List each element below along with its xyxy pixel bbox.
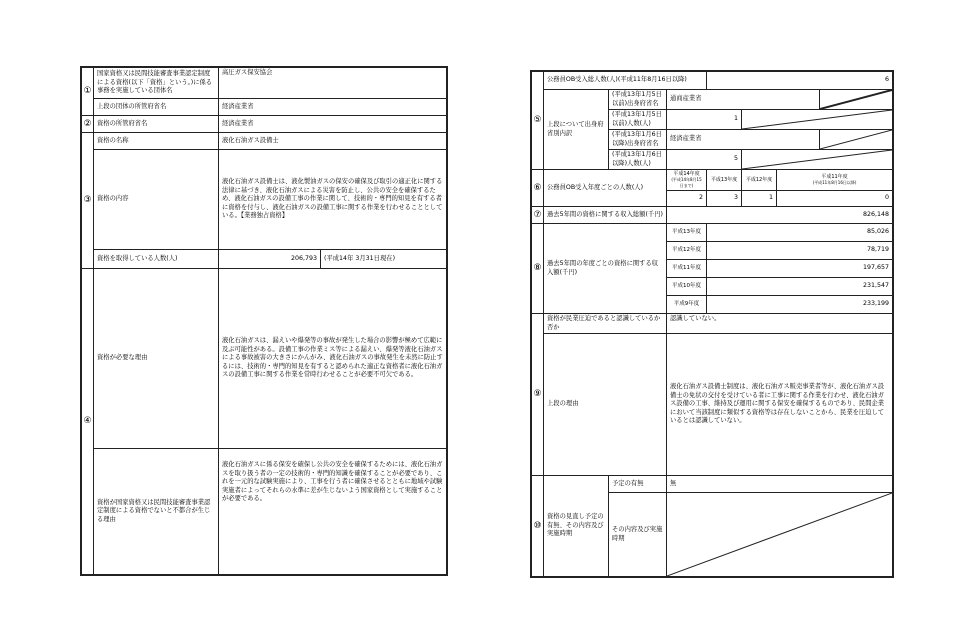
income-year-value: 233,199 bbox=[707, 296, 893, 314]
blank-diagonal-line bbox=[820, 90, 892, 109]
income-year-value: 78,719 bbox=[707, 242, 893, 260]
right-form-table bbox=[531, 71, 893, 577]
ob-before-count-value: 1 bbox=[667, 110, 742, 130]
holders-count-value: 206,793 bbox=[219, 250, 321, 268]
blank-diagonal-line bbox=[667, 493, 892, 576]
review-plan-exists-value: 無 bbox=[667, 476, 893, 493]
income-year-label: 平成9年度 bbox=[667, 296, 707, 314]
qualification-ministry-label: 資格の所管府省名 bbox=[94, 116, 219, 133]
review-plan-label: 資格の見直し予定の有無、その内容及び実施時期 bbox=[544, 476, 609, 577]
section-1-number: ① bbox=[82, 68, 94, 116]
private-pressure-reason-value: 液化石油ガス設備士制度は、液化石油ガス販売事業者等が、液化石油ガス設備士の免状の交付を受けている者に工事に関する作業を行わせ、液化石油ガス設備の工事、維持及び運用に関する保安を確保するものであり、民間企業において当該制度に類似する資格等は存在しないことから、民業を圧迫しているとは認識していない。 bbox=[667, 334, 893, 476]
ob-year-value: 1 bbox=[742, 191, 777, 207]
ob-after-ministry-label: (平成13年1月6日以降)出身府省名 bbox=[609, 130, 667, 150]
ob-after-ministry-value: 経済産業省 bbox=[667, 130, 820, 150]
review-plan-exists-label: 予定の有無 bbox=[609, 476, 667, 493]
necessity-reason-value: 液化石油ガスは、漏えいや爆発等の事故が発生した場合の影響が極めて広範に及ぶ可能性がある。設備工事の作業ミス等による漏えい、爆発等液化石油ガスによる事故被害の大きさにかんがみ、液化石油ガスの事故発生を未然に防止するには、技術的・専門的知見を有すると認められた適正な資格者に液化石油ガスの設備工事に関する作業を常時行わせることが必要不可欠である。 bbox=[219, 269, 447, 449]
ob-before-ministry-label: (平成13年1月5日以前)出身府省名 bbox=[609, 90, 667, 110]
organization-label: 国家資格又は民間技能審査事業認定制度による資格(以下「資格」という。)に係る事務を実施している団体名 bbox=[94, 68, 219, 99]
private-pressure-reason-label: 上段の理由 bbox=[544, 334, 667, 476]
left-form-table bbox=[81, 67, 447, 575]
right-page bbox=[530, 70, 894, 578]
ob-total-value: 6 bbox=[707, 72, 893, 90]
section-5-number: ⑤ bbox=[532, 72, 544, 170]
income-year-value: 197,657 bbox=[707, 260, 893, 278]
review-plan-detail-label: その内容及び実施時期 bbox=[609, 493, 667, 577]
qualification-name-value: 液化石油ガス設備士 bbox=[219, 133, 447, 150]
national-qualification-reason-value: 液化石油ガスに係る保安を確保し公共の安全を確保するためには、液化石油ガスを取り扱う者の一定の技術的・専門的知識を確保することが必要であり、これを一元的な試験実施により、工事を行う者に確保させるとともに地域や試験実施者によってそれらの水準に差が生じないよう国家資格として実施することが必要である。 bbox=[219, 449, 447, 575]
organization-value: 高圧ガス保安協会 bbox=[219, 68, 447, 99]
qualification-name-label: 資格の名称 bbox=[94, 133, 219, 150]
ob-by-ministry-label: 上段について出身府省別内訳 bbox=[544, 90, 609, 170]
ob-per-year-label: 公務員OB受入年度ごとの人数(人) bbox=[544, 170, 667, 207]
national-qualification-reason-label: 資格が国家資格又は民間技能審査事業認定制度による資格でないと不都合が生じる理由 bbox=[94, 449, 219, 575]
section-6-number: ⑥ bbox=[532, 170, 544, 207]
section-8-number: ⑧ bbox=[532, 224, 544, 314]
ob-year-label: 平成13年度 bbox=[707, 170, 742, 191]
qualification-content-value: 液化石油ガス設備士は、液化製油ガスの保安の確保及び取引の適正化に関する法律に基づき、液化石油ガスによる災害を防止し、公共の安全を確保するため、液化石油ガスの設備工事の作業に関して、技術的・専門的知見を有する者に資格を付与し、液化石油ガスの設備工事に関する作業を行わせることとしている。【業務独占資格】 bbox=[219, 150, 447, 250]
income-per-year-label: 過去5年間の年度ごとの資格に関する収入額(千円) bbox=[544, 224, 667, 314]
income-year-value: 85,026 bbox=[707, 224, 893, 242]
ob-before-ministry-value: 通商産業省 bbox=[667, 90, 820, 110]
organization-ministry-label: 上段の団体の所管府省名 bbox=[94, 99, 219, 116]
ob-year-label: 平成12年度 bbox=[742, 170, 777, 191]
review-plan-detail-value bbox=[667, 493, 893, 577]
section-3-number: ③ bbox=[82, 133, 94, 269]
income-year-label: 平成10年度 bbox=[667, 278, 707, 296]
income-year-label: 平成12年度 bbox=[667, 242, 707, 260]
blank-diagonal-line bbox=[820, 130, 892, 149]
section-10-number: ⑩ bbox=[532, 476, 544, 577]
income-year-label: 平成13年度 bbox=[667, 224, 707, 242]
ob-year-value: 2 bbox=[667, 191, 707, 207]
left-page bbox=[80, 66, 448, 576]
section-2-number: ② bbox=[82, 116, 94, 133]
section-7-number: ⑦ bbox=[532, 207, 544, 224]
private-pressure-value: 認識していない。 bbox=[667, 314, 893, 334]
income-total-value: 826,148 bbox=[667, 207, 893, 224]
ob-year-value: 0 bbox=[777, 191, 893, 207]
section-4-number: ④ bbox=[82, 269, 94, 575]
holders-count-date: (平成14年 3月31日現在) bbox=[324, 254, 396, 262]
ob-after-count-label: (平成13年1月6日以降)人数(人) bbox=[609, 150, 667, 170]
blank-diagonal-line bbox=[742, 150, 892, 169]
income-year-label: 平成11年度 bbox=[667, 260, 707, 278]
ob-year-label: 平成11年度 (平成11年8月16日以降) bbox=[777, 170, 893, 191]
ob-year-label: 平成14年度 (平成14年8月15日まで) bbox=[667, 170, 707, 191]
holders-count-label: 資格を取得している人数(人) bbox=[94, 250, 219, 269]
income-total-label: 過去5年間の資格に関する収入総額(千円) bbox=[544, 207, 667, 224]
private-pressure-label: 資格が民業圧迫であると認識しているか否か bbox=[544, 314, 667, 334]
ob-after-count-value: 5 bbox=[667, 150, 742, 170]
ob-before-count-label: (平成13年1月5日以前)人数(人) bbox=[609, 110, 667, 130]
ob-year-value: 3 bbox=[707, 191, 742, 207]
necessity-reason-label: 資格が必要な理由 bbox=[94, 269, 219, 449]
blank-diagonal-line bbox=[742, 110, 892, 129]
ob-total-label: 公務員OB受入総人数(人)(平成11年8月16日以降) bbox=[544, 72, 707, 90]
qualification-ministry-value: 経済産業省 bbox=[219, 116, 447, 133]
section-9-number: ⑨ bbox=[532, 314, 544, 476]
organization-ministry-value: 経済産業省 bbox=[219, 99, 447, 116]
income-year-value: 231,547 bbox=[707, 278, 893, 296]
qualification-content-label: 資格の内容 bbox=[94, 150, 219, 250]
